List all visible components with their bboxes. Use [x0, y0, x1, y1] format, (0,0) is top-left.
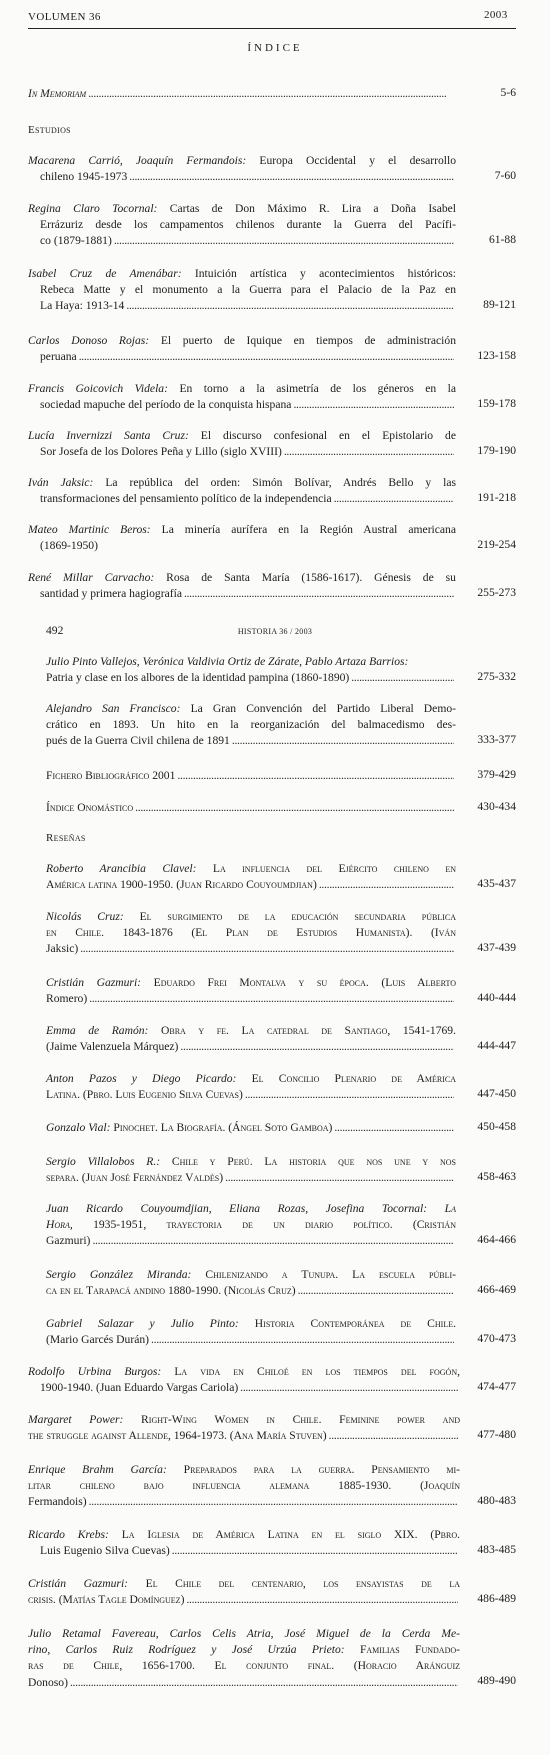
- list-item: Cristián Gazmuri: Eduardo Frei Montalva y su época. (Luis Alberto Romero) . . .: [46, 975, 456, 1007]
- page-ref: 489-490: [477, 1674, 516, 1687]
- list-item: Ricardo Krebs: La Iglesia de América Latina en el siglo XIX. (Pbro. Luis Eugenio Silva Cuevas) . . .: [28, 1527, 460, 1559]
- list-item: Nicolás Cruz: El surgimiento de la educación secundaria pública en Chile. 1843-1876 (El Plan de Estudios Humanista). (Iván Jaksic) . . .: [46, 909, 456, 958]
- list-item: Lucía Invernizzi Santa Cruz: El discurso confesional en el Epistolario de Sor Josefa de los Dolores Peña y Lillo (siglo XVIII) . . .: [28, 428, 456, 460]
- memoriam-pages: 5-6: [500, 86, 516, 99]
- page-ref: 450-458: [477, 1120, 516, 1133]
- list-item: Regina Claro Tocornal: Cartas de Don Máximo R. Lira a Doña Isabel Errázuriz desde los campamentos chilenos durante la Guerra del Pacífi- co (1879-1881) . . .: [28, 201, 456, 250]
- list-item: Julio Pinto Vallejos, Verónica Valdivia Ortiz de Zárate, Pablo Artaza Barrios: Patria y clase en los albores de la identidad pampina (1860-1890) . . .: [46, 654, 456, 686]
- list-item: Carlos Donoso Rojas: El puerto de Iquique en tiempos de administración peruana . . .: [28, 333, 456, 365]
- page-ref: 123-158: [477, 349, 516, 362]
- onomastico-entry: Índice Onomástico . . .: [46, 800, 456, 816]
- list-item: Julio Retamal Favereau, Carlos Celis Atria, José Miguel de la Cerda Me- rino, Carlos Ruiz Rodríguez y José Urzúa Prieto: Familias Fundado- ras de Chile, 1656-1700. El conjunto final. (Horacio Aránguiz Donoso) . . .: [28, 1626, 460, 1691]
- memoriam-label: In Memoriam: [28, 87, 87, 100]
- list-item: Sergio Villalobos R.: Chile y Perú. La historia que nos une y nos separa. (Juan José Fernández Valdés) . . .: [46, 1154, 456, 1186]
- list-item: Gonzalo Vial: Pinochet. La Biografía. (Ángel Soto Gamboa) . . .: [46, 1120, 456, 1136]
- page-number: 492: [46, 624, 64, 637]
- list-item: Gabriel Salazar y Julio Pinto: Historia Contemporánea de Chile. (Mario Garcés Durán) . . .: [46, 1316, 456, 1348]
- page-ref: 437-439: [477, 941, 516, 954]
- page-ref: 466-469: [477, 1283, 516, 1296]
- page-ref: 219-254: [477, 538, 516, 551]
- list-item: Roberto Arancibia Clavel: La influencia del Ejército chileno en América latina 1900-1950. (Juan Ricardo Couyoumdjian) . . .: [46, 861, 456, 893]
- page-ref: 486-489: [477, 1592, 516, 1605]
- list-item: Emma de Ramón: Obra y fe. La catedral de Santiago, 1541-1769. (Jaime Valenzuela Márquez) . . .: [46, 1023, 456, 1055]
- fichero-entry: Fichero Bibliográfico 2001 . . .: [46, 768, 456, 784]
- list-item: Margaret Power: Right-Wing Women in Chile. Feminine power and the struggle against Allende, 1964-1973. (Ana María Stuven) . . .: [28, 1412, 460, 1444]
- page-ref: 458-463: [477, 1170, 516, 1183]
- list-item: Macarena Carrió, Joaquín Fermandois: Europa Occidental y el desarrollo chileno 1945-1973 . . .: [28, 153, 456, 185]
- volume-label: VOLUMEN 36: [28, 11, 101, 23]
- page-ref: 464-466: [477, 1233, 516, 1246]
- page-ref: 255-273: [477, 586, 516, 599]
- list-item: Isabel Cruz de Amenábar: Intuición artística y acontecimientos históricos: Rebeca Matte y el monumento a la Guerra para el Palacio de la Paz en La Haya: 1913-14 . . .: [28, 266, 456, 315]
- header-rule: [28, 28, 516, 29]
- list-item: René Millar Carvacho: Rosa de Santa María (1586-1617). Génesis de su santidad y primera hagiografía . . .: [28, 570, 456, 602]
- list-item: Mateo Martinic Beros: La minería aurífera en la Región Austral americana (1869-1950): [28, 523, 457, 553]
- list-item: Juan Ricardo Couyoumdjian, Eliana Rozas, Josefina Tocornal: La Hora, 1935-1951, trayectoria de un diario político. (Cristián Gazmuri) . . .: [46, 1201, 456, 1250]
- page-title: ÍNDICE: [247, 42, 303, 54]
- page-ref: 333-377: [477, 733, 516, 746]
- page-ref: 379-429: [477, 768, 516, 781]
- page-ref: 7-60: [494, 169, 516, 182]
- list-item: Rodolfo Urbina Burgos: La vida en Chiloé en los tiempos del fogón, 1900-1940. (Juan Eduardo Vargas Cariola) . . .: [28, 1364, 460, 1396]
- page-ref: 430-434: [477, 800, 516, 813]
- year-label: 2003: [484, 9, 508, 21]
- page-ref: 191-218: [477, 491, 516, 504]
- list-item: Francis Goicovich Videla: En torno a la asimetría de los géneros en la sociedad mapuche del período de la conquista hispana . . .: [28, 381, 456, 413]
- page-ref: 440-444: [477, 991, 516, 1004]
- list-item: Sergio González Miranda: Chilenizando a Tunupa. La escuela públi- ca en el Tarapacá andino 1880-1990. (Nicolás Cruz) . . .: [46, 1267, 456, 1299]
- page-ref: 179-190: [477, 444, 516, 457]
- page-ref: 159-178: [477, 397, 516, 410]
- page-ref: 444-447: [477, 1039, 516, 1052]
- page-ref: 61-88: [488, 233, 516, 246]
- page-ref: 275-332: [477, 670, 516, 683]
- section-estudios: Estudios: [28, 124, 71, 136]
- page-ref: 447-450: [477, 1087, 516, 1100]
- page-ref: 477-480: [477, 1428, 516, 1441]
- page-ref: 480-483: [477, 1494, 516, 1507]
- list-item: Cristián Gazmuri: El Chile del centenario, los ensayistas de la crisis. (Matías Tagle Domínguez) . . .: [28, 1576, 460, 1608]
- page-ref: 470-473: [477, 1332, 516, 1345]
- list-item: Iván Jaksic: La república del orden: Simón Bolívar, Andrés Bello y las transformaciones del pensamiento político de la independencia . . .: [28, 475, 456, 507]
- list-item: Anton Pazos y Diego Picardo: El Concilio Plenario de América Latina. (Pbro. Luis Eugenio Silva Cuevas) . . .: [46, 1071, 456, 1103]
- page-ref: 483-485: [477, 1543, 516, 1556]
- list-item: Alejandro San Francisco: La Gran Convención del Partido Liberal Demo- crático en 1893. Un hito en la reorganización del balmacedismo des- pués de la Guerra Civil chilena de 1891 . . .: [46, 701, 456, 750]
- list-item: Enrique Brahm García: Preparados para la guerra. Pensamiento mi- litar chileno bajo influencia alemana 1885-1930. (Joaquín Fermandois) . . .: [28, 1462, 460, 1511]
- section-resenas: Reseñas: [46, 832, 86, 844]
- page-ref: 435-437: [477, 877, 516, 890]
- page-ref: 474-477: [477, 1380, 516, 1393]
- page-ref: 89-121: [483, 298, 516, 311]
- running-head: HISTORIA 36 / 2003: [237, 627, 313, 636]
